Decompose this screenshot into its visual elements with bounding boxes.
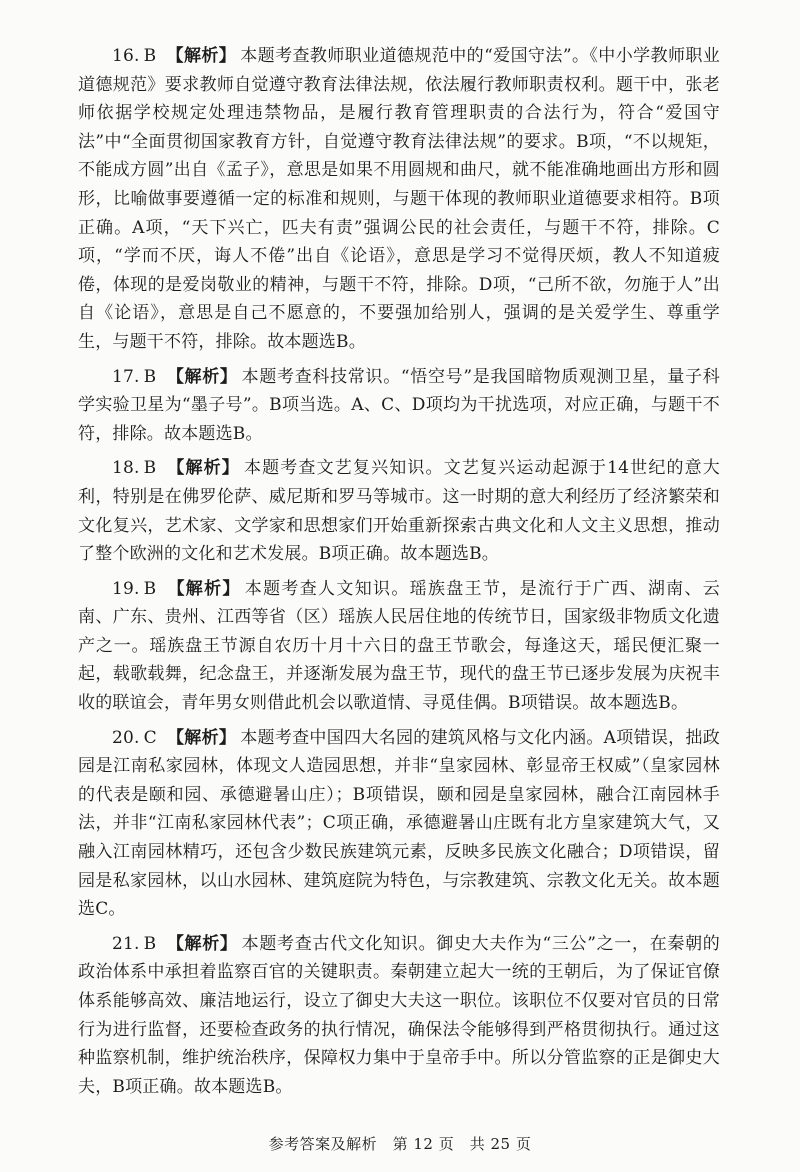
analysis-tag: 【解析】 — [166, 458, 240, 479]
explanation-text: 本题考查文艺复兴知识。文艺复兴运动起源于14世纪的意大利，特别是在佛罗伦萨、威尼斯和罗马等城市。这一时期的意大利经历了经济繁荣和文化复兴，艺术家、文学家和思想家们开始重新探索古典文化和人文主义思想，推动了整个欧洲的文化和艺术发展。B项正确。故本题选B。 — [78, 458, 720, 565]
answer-letter: B — [143, 578, 157, 599]
analysis-tag: 【解析】 — [166, 366, 238, 387]
entry-21 — [78, 930, 720, 1102]
explanation-text: 本题考查人文知识。瑶族盘王节，是流行于广西、湖南、云南、广东、贵州、江西等省（区）瑶族人民居住地的传统节日，国家级非物质文化遗产之一。瑶族盘王节源自农历十月十六日的盘王节歌会，每逢这天，瑶民便汇聚一起，载歌载舞，纪念盘王，并逐渐发展为盘王节，现代的盘王节已逐步发展为庆祝丰收的联谊会，青年男女则借此机会以歌道情、寻觅佳偶。B项错误。故本题选B。 — [78, 578, 720, 714]
entry-17 — [78, 363, 720, 449]
analysis-tag: 【解析】 — [166, 727, 237, 748]
answer-letter: C — [143, 727, 157, 748]
answer-explanations — [78, 42, 720, 1107]
explanation-text: 本题考查古代文化知识。御史大夫作为“三公”之一，在秦朝的政治体系中承担着监察百官的关键职责。秦朝建立起大一统的王朝后，为了保证官僚体系能够高效、廉洁地运行，设立了御史大夫这一职位。该职位不仅要对官员的日常行为进行监督，还要检查政务的执行情况，确保法令能够得到严格贯彻执行。通过这种监察机制，维护统治秩序，保障权力集中于皇帝手中。所以分管监察的正是御史大夫，B项正确。故本题选B。 — [78, 933, 720, 1097]
question-number: 16. — [112, 46, 140, 66]
entry-18 — [78, 454, 720, 568]
analysis-tag: 【解析】 — [166, 578, 241, 599]
explanation-text: 本题考查教师职业道德规范中的“爱国守法”。《中小学教师职业道德规范》要求教师自觉遵守教育法律法规，依法履行教师职责权利。题干中，张老师依据学校规定处理违禁物品，是履行教育管理职责的合法行为，符合“爱国守法”中“全面贯彻国家教育方针，自觉遵守教育法律法规”的要求。B项，“不以规矩，不能成方圆”出自《孟子》，意思是如果不用圆规和曲尺，就不能准确地画出方形和圆形，比喻做事要遵循一定的标准和规则，与题干体现的教师职业道德要求相符。B项正确。A项，“天下兴亡，匹夫有责”强调公民的社会责任，与题干不符，排除。C项，“学而不厌，诲人不倦”出自《论语》，意思是学习不觉得厌烦，教人不知道疲倦，体现的是爱岗敬业的精神，与题干不符，排除。D项，“己所不欲，勿施于人”出自《论语》，意思是自己不愿意的，不要强加给别人，强调的是关爱学生、尊重学生，与题干不符，排除。故本题选B。 — [78, 46, 720, 352]
question-number: 20. — [112, 727, 140, 748]
question-number: 21. — [112, 933, 140, 954]
entry-19 — [78, 575, 720, 718]
entry-16 — [78, 42, 720, 357]
analysis-tag: 【解析】 — [166, 933, 238, 954]
question-number: 17. — [112, 366, 140, 387]
question-number: 19. — [112, 578, 140, 599]
answer-letter: B — [143, 458, 157, 479]
answer-letter: B — [143, 46, 157, 66]
answer-letter: B — [143, 933, 157, 954]
entry-20 — [78, 724, 720, 924]
answer-letter: B — [143, 366, 157, 387]
explanation-text: 本题考查科技常识。“悟空号”是我国暗物质观测卫星，量子科学实验卫星为“墨子号”。B项当选。A、C、D项均为干扰选项，对应正确，与题干不符，排除。故本题选B。 — [78, 366, 720, 444]
question-number: 18. — [112, 458, 140, 479]
explanation-text: 本题考查中国四大名园的建筑风格与文化内涵。A项错误，拙政园是江南私家园林，体现文人造园思想，并非“皇家园林、彰显帝王权威”（皇家园林的代表是颐和园、承德避暑山庄）；B项错误，颐和园是皇家园林，融合江南园林手法，并非“江南私家园林代表”；C项正确，承德避暑山庄既有北方皇家建筑大气，又融入江南园林精巧，还包含少数民族建筑元素，反映多民族文化融合；D项错误，留园是私家园林，以山水园林、建筑庭院为特色，与宗教建筑、宗教文化无关。故本题选C。 — [78, 727, 720, 920]
page-footer: 参考答案及解析 第 12 页 共 25 页 — [268, 1135, 532, 1153]
analysis-tag: 【解析】 — [166, 46, 237, 66]
